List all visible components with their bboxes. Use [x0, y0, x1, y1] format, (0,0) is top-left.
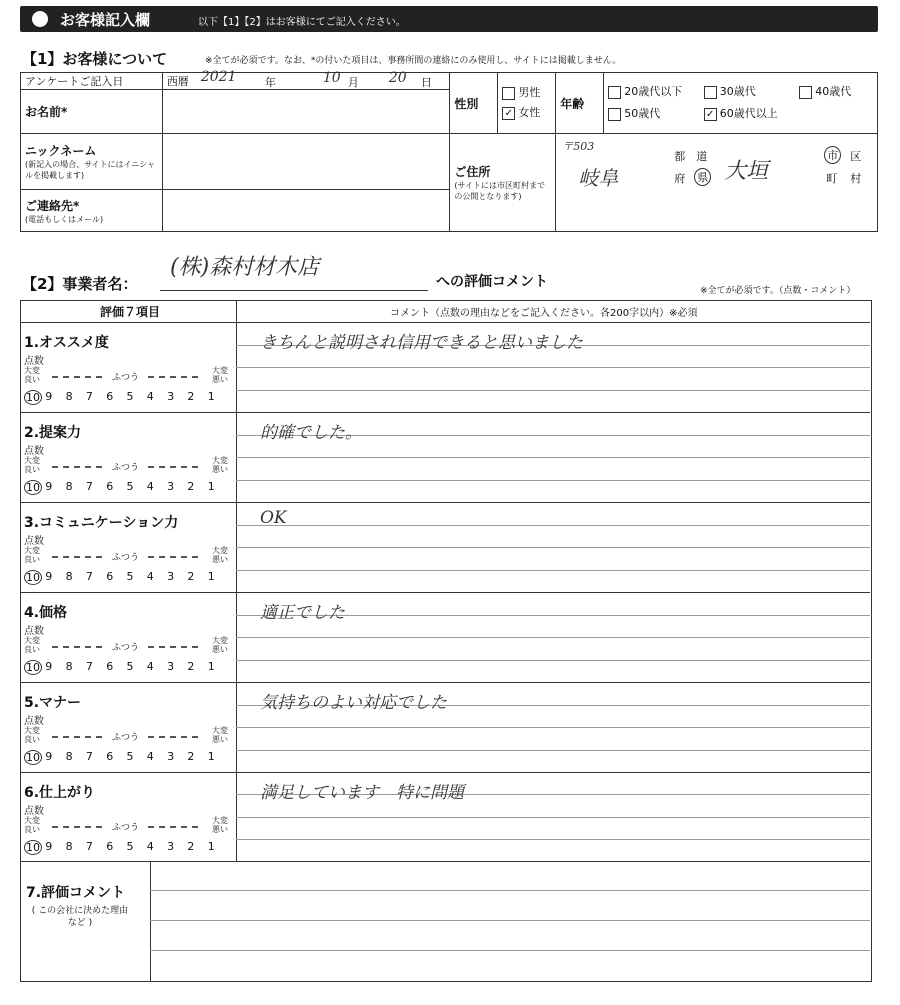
row-divider: [20, 772, 870, 773]
score-2[interactable]: 2: [187, 480, 195, 493]
section1-note: ※全てが必須です。なお、*の付いた項目は、事務所間の連絡にのみ使用し、サイトには掲載しません。: [205, 56, 622, 66]
item-title: 3.コミュニケーション力: [24, 515, 179, 531]
item-title: 2.提案力: [24, 425, 82, 441]
good-label: 大変良い: [24, 726, 40, 744]
row-divider: [20, 592, 870, 593]
mid-label: ふつう: [112, 823, 140, 833]
city-value: 大垣: [724, 159, 769, 184]
score-9[interactable]: 9: [45, 390, 53, 403]
year-value: 2021: [200, 69, 237, 85]
score-1[interactable]: 1: [207, 570, 215, 583]
score-7[interactable]: 7: [85, 390, 93, 403]
era-label: 西暦: [166, 75, 189, 88]
company-underline: [160, 290, 428, 291]
good-label: 大変良い: [24, 546, 40, 564]
score-label: 点数: [24, 356, 44, 367]
score-10[interactable]: 10: [26, 661, 40, 674]
arrow-right-icon: [148, 556, 198, 558]
city-label-ku: 区: [850, 150, 862, 163]
row-divider: [20, 861, 870, 862]
year-label: 年: [264, 76, 276, 89]
row-divider: [20, 502, 870, 503]
nickname-note: (新記入の場合、サイトにはイニシャルを掲載します): [25, 160, 156, 180]
mid-label: ふつう: [112, 463, 140, 473]
score-2[interactable]: 2: [187, 390, 195, 403]
score-6[interactable]: 6: [106, 750, 114, 763]
age-30s[interactable]: 30歳代: [704, 81, 796, 103]
score-8[interactable]: 8: [65, 570, 73, 583]
score-label: 点数: [24, 626, 44, 637]
divider-vertical: [236, 300, 237, 861]
comment-line: [236, 637, 870, 638]
month-label: 月: [347, 76, 359, 89]
score-3[interactable]: 3: [167, 750, 175, 763]
item-comment[interactable]: 的確でした。: [260, 423, 362, 443]
score-1[interactable]: 1: [207, 390, 215, 403]
arrow-right-icon: [148, 466, 198, 468]
score-1[interactable]: 1: [207, 480, 215, 493]
bullet-icon: [32, 11, 48, 27]
banner-title: お客様記入欄: [60, 11, 151, 29]
score-3[interactable]: 3: [167, 570, 175, 583]
section2-title: 【2】事業者名：: [22, 275, 138, 293]
score-8[interactable]: 8: [65, 480, 73, 493]
item7-title: 7.評価コメント: [26, 885, 126, 901]
comment-line: [150, 920, 870, 921]
col-items-header: 評価７項目: [100, 305, 161, 319]
name-label: お名前*: [21, 90, 163, 134]
comment-line: [236, 390, 870, 391]
score-4[interactable]: 4: [146, 570, 154, 583]
score-10[interactable]: 10: [26, 391, 40, 404]
comment-line: [236, 525, 870, 526]
row-divider: [20, 322, 870, 323]
mid-label: ふつう: [112, 733, 140, 743]
section2-note: ※全てが必須です。（点数・コメント）: [700, 286, 856, 296]
comment-line: [236, 817, 870, 818]
good-label: 大変良い: [24, 636, 40, 654]
company-name: (株)森村材木店: [170, 255, 320, 280]
name-field[interactable]: [162, 90, 450, 134]
evaluation-header: [20, 300, 870, 323]
pref-label-to: 都: [674, 150, 686, 163]
row-divider: [20, 682, 870, 683]
score-label: 点数: [24, 446, 44, 457]
arrow-left-icon: [52, 556, 102, 558]
score-2[interactable]: 2: [187, 750, 195, 763]
score-4[interactable]: 4: [146, 750, 154, 763]
score-label: 点数: [24, 806, 44, 817]
month-value: 10: [322, 70, 341, 86]
contact-label: ご連絡先*: [25, 198, 80, 213]
comment-line: [236, 367, 870, 368]
city-label-shi: 市: [824, 146, 841, 164]
score-10[interactable]: 10: [26, 571, 40, 584]
female-checkbox: ✓: [502, 107, 515, 120]
item-comment[interactable]: きちんと説明され信用できると思いました: [260, 333, 583, 353]
nickname-field[interactable]: [162, 134, 450, 190]
mid-label: ふつう: [112, 553, 140, 563]
address-label: ご住所: [454, 165, 491, 179]
score-2[interactable]: 2: [187, 570, 195, 583]
score-9[interactable]: 9: [45, 660, 53, 673]
score-6[interactable]: 6: [106, 570, 114, 583]
score-9[interactable]: 9: [45, 480, 53, 493]
score-1[interactable]: 1: [207, 750, 215, 763]
comment-line: [150, 950, 870, 951]
score-4[interactable]: 4: [146, 840, 154, 853]
section1-title: 【1】お客様について: [22, 50, 168, 68]
score-10[interactable]: 10: [26, 751, 40, 764]
score-2[interactable]: 2: [187, 840, 195, 853]
good-label: 大変良い: [24, 456, 40, 474]
good-label: 大変良い: [24, 816, 40, 834]
contact-field[interactable]: [162, 190, 450, 232]
comment-line: [236, 660, 870, 661]
bad-label: 大変悪い: [212, 816, 228, 834]
item-title: 5.マナー: [24, 695, 82, 711]
score-6[interactable]: 6: [106, 390, 114, 403]
survey-date-field[interactable]: [162, 69, 450, 90]
arrow-left-icon: [52, 376, 102, 378]
bad-label: 大変悪い: [212, 366, 228, 384]
banner-subtitle: 以下【1】【2】はお客様にてご記入ください。: [198, 17, 406, 28]
contact-note: (電話もしくはメール): [25, 214, 104, 224]
score-8[interactable]: 8: [65, 750, 73, 763]
contact-cell: [21, 190, 163, 232]
age-20s[interactable]: 20歳代以下: [608, 81, 700, 103]
comment-line: [236, 839, 870, 840]
male-checkbox: [502, 87, 515, 100]
nickname-label: ニックネーム: [25, 144, 97, 158]
pref-label-do: 道: [696, 150, 708, 163]
bad-label: 大変悪い: [212, 546, 228, 564]
score-1[interactable]: 1: [207, 660, 215, 673]
score-9[interactable]: 9: [45, 570, 53, 583]
day-label: 日: [420, 76, 432, 89]
address-label-cell: [450, 134, 556, 232]
arrow-right-icon: [148, 826, 198, 828]
bad-label: 大変悪い: [212, 456, 228, 474]
score-label: 点数: [24, 536, 44, 547]
age-options: [604, 73, 878, 134]
city-label-son: 村: [850, 172, 862, 185]
score-4[interactable]: 4: [146, 480, 154, 493]
score-3[interactable]: 3: [167, 480, 175, 493]
item-title: 4.価格: [24, 605, 68, 621]
item-title: 1.オススメ度: [24, 335, 109, 351]
score-7[interactable]: 7: [85, 570, 93, 583]
arrow-right-icon: [148, 376, 198, 378]
comment-line: [236, 457, 870, 458]
nickname-cell: [21, 134, 163, 190]
comment-line: [236, 727, 870, 728]
day-value: 20: [388, 70, 407, 86]
score-8[interactable]: 8: [65, 840, 73, 853]
score-label: 点数: [24, 716, 44, 727]
col-comment-header: コメント（点数の理由などをご記入ください。各200字以内）※必須: [390, 308, 698, 319]
score-7[interactable]: 7: [85, 750, 93, 763]
comment-line: [236, 570, 870, 571]
survey-date-label: アンケートご記入日: [21, 73, 163, 90]
item-comment[interactable]: 気持ちのよい対応でした: [260, 693, 447, 713]
score-3[interactable]: 3: [167, 660, 175, 673]
score-5[interactable]: 5: [126, 660, 134, 673]
arrow-left-icon: [52, 826, 102, 828]
comment-line: [150, 890, 870, 891]
comment-line: [236, 480, 870, 481]
score-4[interactable]: 4: [146, 660, 154, 673]
good-label: 大変良い: [24, 366, 40, 384]
gender-female[interactable]: ✓ 女性: [502, 103, 551, 123]
score-9[interactable]: 9: [45, 750, 53, 763]
arrow-left-icon: [52, 646, 102, 648]
header-banner: [20, 6, 878, 32]
score-7[interactable]: 7: [85, 660, 93, 673]
score-1[interactable]: 1: [207, 840, 215, 853]
age-40s[interactable]: 40歳代: [799, 85, 851, 98]
gender-options: [498, 73, 556, 134]
gender-male[interactable]: 男性: [502, 83, 551, 103]
score-5[interactable]: 5: [126, 840, 134, 853]
score-7[interactable]: 7: [85, 840, 93, 853]
score-5[interactable]: 5: [126, 750, 134, 763]
item-comment[interactable]: OK: [260, 508, 287, 528]
section2-suffix: への評価コメント: [436, 274, 548, 290]
bad-label: 大変悪い: [212, 726, 228, 744]
age-label: 年齢: [556, 73, 604, 134]
age-60s[interactable]: ✓ 60歳代以上: [704, 107, 778, 120]
score-6[interactable]: 6: [106, 660, 114, 673]
city-label-cho: 町: [826, 172, 838, 185]
mid-label: ふつう: [112, 373, 140, 383]
pref-label-fu: 府: [674, 172, 686, 185]
score-2[interactable]: 2: [187, 660, 195, 673]
item-comment[interactable]: 適正でした: [260, 603, 345, 623]
score-5[interactable]: 5: [126, 480, 134, 493]
score-3[interactable]: 3: [167, 390, 175, 403]
score-10[interactable]: 10: [26, 841, 40, 854]
score-5[interactable]: 5: [126, 570, 134, 583]
score-4[interactable]: 4: [146, 390, 154, 403]
postal-code: 〒503: [562, 140, 595, 153]
score-6[interactable]: 6: [106, 480, 114, 493]
score-6[interactable]: 6: [106, 840, 114, 853]
comment-line: [236, 750, 870, 751]
bad-label: 大変悪い: [212, 636, 228, 654]
divider-vertical-7: [150, 861, 151, 981]
item-comment[interactable]: 満足しています 特に問題: [260, 783, 464, 803]
arrow-right-icon: [148, 646, 198, 648]
comment-line: [236, 547, 870, 548]
address-note: (サイトには市区町村までの公開となります): [454, 181, 545, 201]
item7-note: ( この会社に決めた理由など ): [31, 906, 129, 928]
pref-label-ken: 県: [694, 168, 711, 186]
score-7[interactable]: 7: [85, 480, 93, 493]
customer-info-table: [20, 69, 878, 232]
score-10[interactable]: 10: [26, 481, 40, 494]
arrow-left-icon: [52, 466, 102, 468]
gender-label: 性別: [450, 73, 498, 134]
score-8[interactable]: 8: [65, 660, 73, 673]
prefecture-value: 岐阜: [578, 166, 619, 190]
score-8[interactable]: 8: [65, 390, 73, 403]
arrow-right-icon: [148, 736, 198, 738]
item-title: 6.仕上がり: [24, 785, 96, 801]
mid-label: ふつう: [112, 643, 140, 653]
row-divider: [20, 412, 870, 413]
score-9[interactable]: 9: [45, 840, 53, 853]
arrow-left-icon: [52, 736, 102, 738]
age-50s[interactable]: 50歳代: [608, 103, 700, 125]
address-field[interactable]: [556, 134, 878, 232]
score-5[interactable]: 5: [126, 390, 134, 403]
score-3[interactable]: 3: [167, 840, 175, 853]
